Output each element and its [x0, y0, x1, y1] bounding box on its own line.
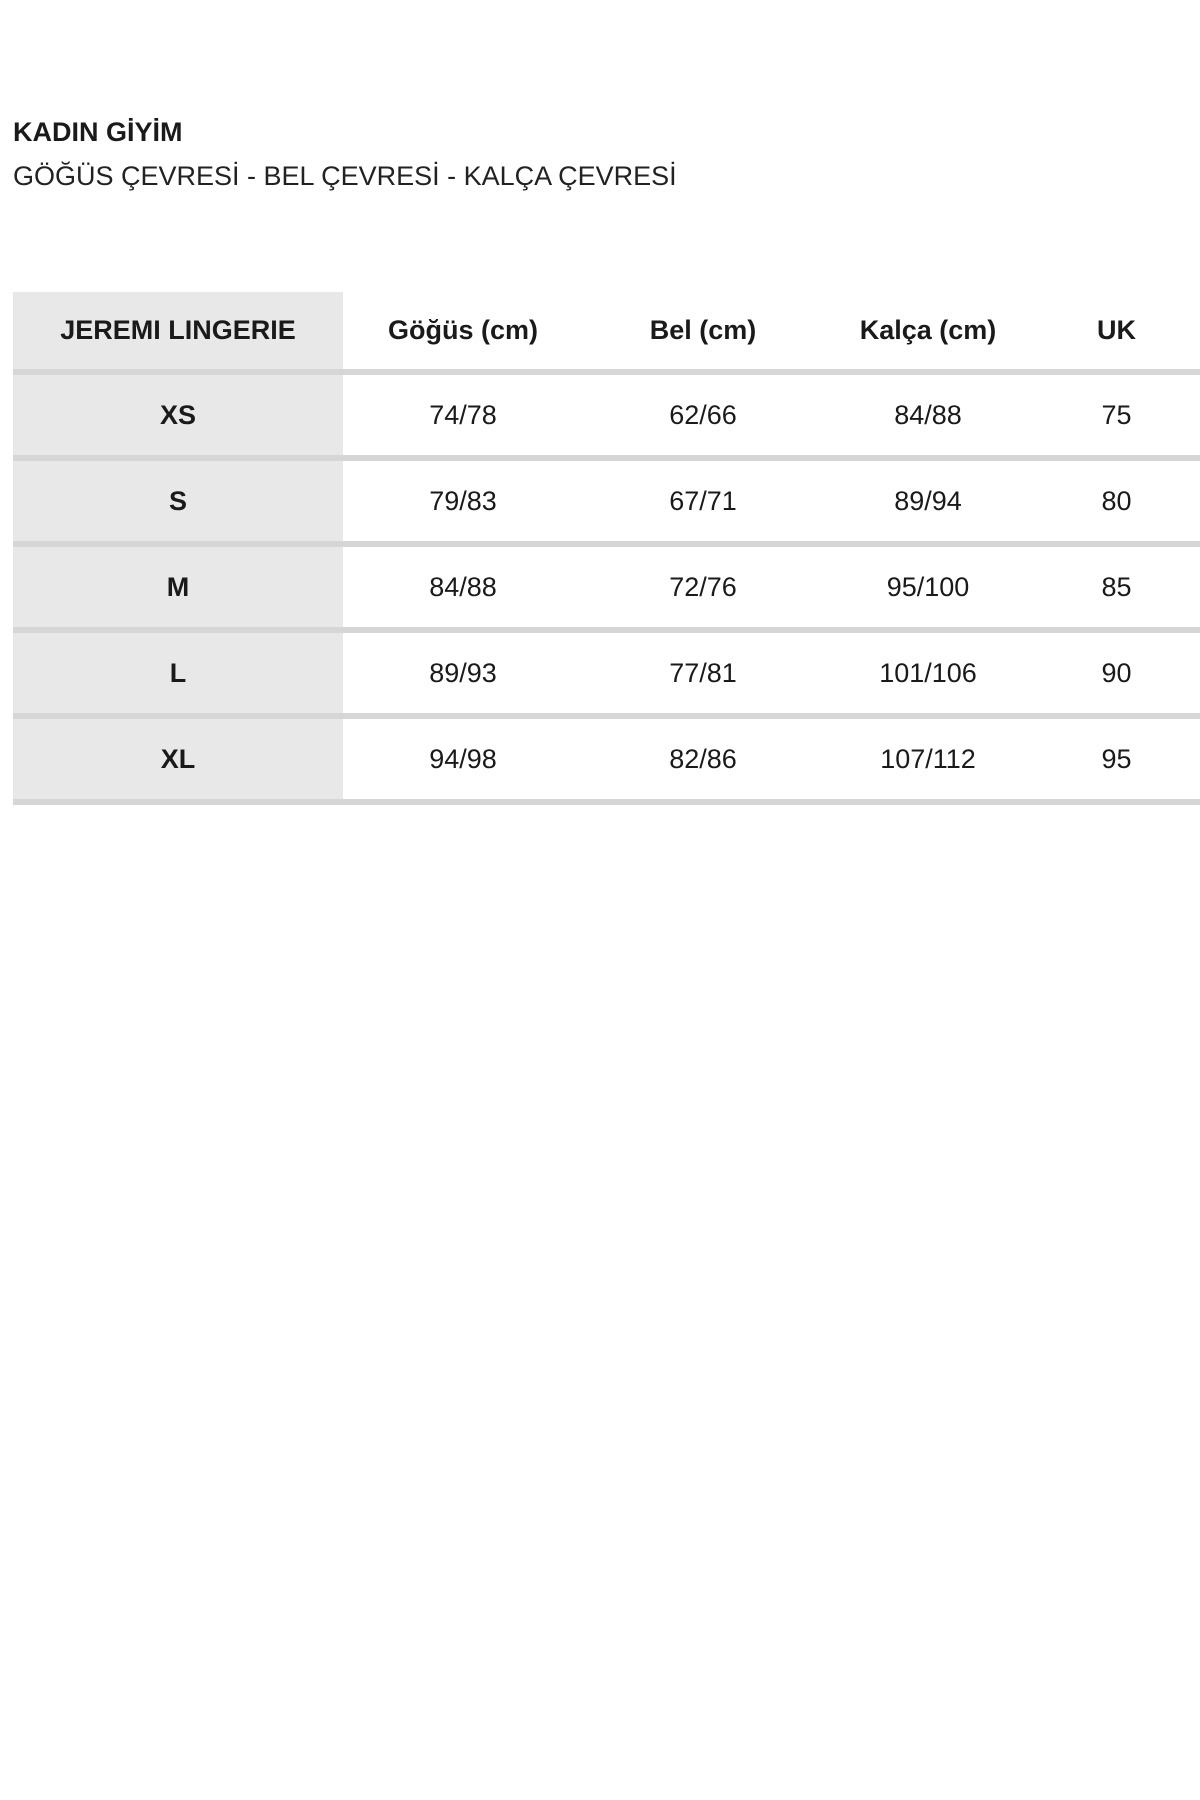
hip-value: 95/100	[823, 544, 1033, 630]
hip-value: 84/88	[823, 372, 1033, 458]
size-label: M	[13, 544, 343, 630]
bust-value: 84/88	[343, 544, 583, 630]
page-subtitle: GÖĞÜS ÇEVRESİ - BEL ÇEVRESİ - KALÇA ÇEVRESİ	[13, 161, 677, 191]
table-row	[13, 372, 1200, 458]
size-label: XL	[13, 716, 343, 802]
waist-value: 72/76	[583, 544, 823, 630]
uk-value: 80	[1033, 458, 1200, 544]
bust-value: 94/98	[343, 716, 583, 802]
page-title: KADIN GİYİM	[13, 117, 183, 147]
column-header-waist: Bel (cm)	[583, 292, 823, 372]
page-header	[13, 112, 677, 196]
waist-value: 82/86	[583, 716, 823, 802]
size-chart-table	[13, 292, 1200, 805]
size-label: XS	[13, 372, 343, 458]
table-row	[13, 630, 1200, 716]
bust-value: 79/83	[343, 458, 583, 544]
table-row	[13, 716, 1200, 802]
hip-value: 107/112	[823, 716, 1033, 802]
waist-value: 77/81	[583, 630, 823, 716]
uk-value: 85	[1033, 544, 1200, 630]
uk-value: 95	[1033, 716, 1200, 802]
uk-value: 90	[1033, 630, 1200, 716]
column-header-bust: Göğüs (cm)	[343, 292, 583, 372]
bust-value: 89/93	[343, 630, 583, 716]
column-header-hip: Kalça (cm)	[823, 292, 1033, 372]
waist-value: 67/71	[583, 458, 823, 544]
column-header-brand: JEREMI LINGERIE	[13, 292, 343, 372]
hip-value: 101/106	[823, 630, 1033, 716]
table-row	[13, 544, 1200, 630]
bust-value: 74/78	[343, 372, 583, 458]
table-row	[13, 458, 1200, 544]
waist-value: 62/66	[583, 372, 823, 458]
uk-value: 75	[1033, 372, 1200, 458]
table-header-row	[13, 292, 1200, 372]
column-header-uk: UK	[1033, 292, 1200, 372]
hip-value: 89/94	[823, 458, 1033, 544]
size-label: L	[13, 630, 343, 716]
size-label: S	[13, 458, 343, 544]
